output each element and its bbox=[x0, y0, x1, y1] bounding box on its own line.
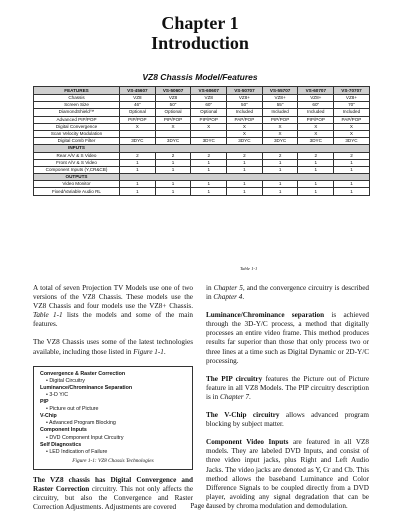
page-number: Page 1 bbox=[190, 502, 210, 510]
table-cell: 2 bbox=[334, 152, 370, 159]
table-cell: 1 bbox=[120, 181, 156, 188]
table-cell: Optional bbox=[155, 109, 191, 116]
table-cell: 2 bbox=[262, 152, 298, 159]
table-cell: PAP/POP bbox=[227, 116, 263, 123]
table-cell: PIP/POP bbox=[120, 116, 156, 123]
table-title: VZ8 Chassis Model/Features bbox=[142, 72, 258, 82]
table-cell: 3DYC bbox=[334, 138, 370, 145]
column-header: VS-45607 bbox=[120, 87, 156, 95]
table-cell bbox=[191, 130, 227, 137]
row-label: Digital Comb Filter bbox=[34, 138, 120, 145]
technologies-paragraph: The VZ8 Chassis uses some of the latest technologies available, including those listed in Figure 1-1. bbox=[33, 338, 193, 356]
table-cell: 2 bbox=[120, 152, 156, 159]
table-cell: Included bbox=[298, 109, 334, 116]
figure-heading: Convergence & Raster Correction bbox=[40, 370, 126, 377]
table-cell: 70" bbox=[334, 102, 370, 109]
table-cell: 2 bbox=[155, 152, 191, 159]
table-cell: 1 bbox=[334, 166, 370, 173]
figure-heading: Luminance/Chrominance Separation bbox=[40, 384, 133, 391]
table-cell: 1 bbox=[191, 181, 227, 188]
chapter-ref-paragraph: in Chapter 5, and the convergence circuitry is described in Chapter 4. bbox=[206, 284, 370, 302]
table-cell bbox=[120, 130, 156, 137]
column-header: VS-60607 bbox=[191, 87, 227, 95]
row-label: Digital Convergence bbox=[34, 123, 120, 130]
row-label: Component Inputs (Y,CR&CB) bbox=[34, 166, 120, 173]
row-label: Advanced PIP/POP bbox=[34, 116, 120, 123]
table-row bbox=[34, 130, 370, 137]
table-cell: Optional bbox=[191, 109, 227, 116]
table-cell: 1 bbox=[334, 181, 370, 188]
chapter-number: Chapter 1 bbox=[161, 13, 239, 33]
table-cell: VZ8 bbox=[120, 95, 156, 102]
table-row bbox=[34, 138, 370, 145]
figure-caption: Figure 1-1: VZ8 Chassis Technologies bbox=[72, 457, 154, 464]
section-label: INPUTS bbox=[34, 145, 120, 152]
table-row bbox=[34, 109, 370, 116]
row-label: DiamondShield™ bbox=[34, 109, 120, 116]
table-cell: X bbox=[262, 130, 298, 137]
technologies-figure bbox=[33, 366, 193, 470]
table-cell: 1 bbox=[298, 188, 334, 195]
figure-item: • DVD Component Input Circuitry bbox=[46, 434, 124, 441]
figure-heading: PIP bbox=[40, 399, 49, 406]
table-cell: PIP/POP bbox=[262, 116, 298, 123]
features-table bbox=[33, 86, 370, 196]
table-cell: 2 bbox=[191, 152, 227, 159]
column-header: VS-55707 bbox=[262, 87, 298, 95]
table-cell: 1 bbox=[227, 188, 263, 195]
table-row bbox=[34, 116, 370, 123]
table-cell: 1 bbox=[262, 181, 298, 188]
table-row bbox=[34, 102, 370, 109]
table-cell: 1 bbox=[298, 166, 334, 173]
table-header-row bbox=[34, 87, 370, 95]
row-label: Fixed/Variable Audio RL bbox=[34, 188, 120, 195]
table-cell: 1 bbox=[191, 166, 227, 173]
figure-heading: Component Inputs bbox=[40, 427, 87, 434]
table-cell: VZ8+ bbox=[298, 95, 334, 102]
table-cell: 1 bbox=[298, 159, 334, 166]
table-cell: PIP/POP bbox=[155, 116, 191, 123]
table-cell: 3DYC bbox=[120, 138, 156, 145]
section-fill bbox=[120, 145, 370, 152]
table-row bbox=[34, 181, 370, 188]
table-cell: Included bbox=[227, 109, 263, 116]
row-label: Front A/V & S Video bbox=[34, 159, 120, 166]
luminance-paragraph: Luminance/Chrominance separation is achieved through the 3D-Y/C process, a method that digitally processes an entire video frame. This method produces results far superior than those that only process two or three lines at a time such as Digital Dynamic or 2D-Y/C processing. bbox=[206, 311, 369, 365]
table-cell: 1 bbox=[191, 188, 227, 195]
table-row bbox=[34, 159, 370, 166]
table-cell: 1 bbox=[120, 188, 156, 195]
row-label: Rear A/V & S Video bbox=[34, 152, 120, 159]
section-row bbox=[34, 174, 370, 181]
table-cell: 1 bbox=[262, 188, 298, 195]
table-cell: 1 bbox=[155, 166, 191, 173]
intro-paragraph: A total of seven Projection TV Models use one of two versions of the VZ8 Chassis. These models use the VZ8 Chassis and four models use the VZ8+ Chassis. Table 1-1 lists the models and some of the main features. bbox=[33, 284, 194, 329]
table-cell: 3DYC bbox=[155, 138, 191, 145]
table-row bbox=[34, 166, 370, 173]
row-label: Scan Velocity Modulation bbox=[34, 130, 120, 137]
table-cell: PIP/POP bbox=[298, 116, 334, 123]
vchip-paragraph: The V-Chip circuitry allows advanced program blocking by subject matter. bbox=[206, 411, 369, 429]
table-cell: Included bbox=[334, 109, 370, 116]
table-row bbox=[34, 123, 370, 130]
figure-item: • Picture out of Picture bbox=[46, 406, 99, 413]
chapter-title: Introduction bbox=[151, 33, 249, 53]
table-cell: 1 bbox=[334, 188, 370, 195]
table-cell: 1 bbox=[155, 188, 191, 195]
figure-item: • LED Indication of Failure bbox=[46, 448, 108, 455]
table-cell: X bbox=[298, 123, 334, 130]
table-cell: PIP/POP bbox=[191, 116, 227, 123]
column-header: VS-60707 bbox=[298, 87, 334, 95]
table-cell: VZ8+ bbox=[334, 95, 370, 102]
table-cell: 50" bbox=[155, 102, 191, 109]
table-cell: Optional bbox=[120, 109, 156, 116]
table-cell: 1 bbox=[155, 159, 191, 166]
table-cell: 3DYC bbox=[298, 138, 334, 145]
table-caption: Table 1-1 bbox=[240, 266, 258, 271]
table-cell: X bbox=[155, 123, 191, 130]
table-cell: 3DYC bbox=[227, 138, 263, 145]
row-label: Chassis bbox=[34, 95, 120, 102]
component-paragraph: Component Video Inputs are featured in all VZ8 models. They are labeled DVD Inputs, and consist of three video input jacks, plus Right and Left Audio Jacks. The video jacks are denoted as Y, Cr and Cb. This method allows the baseband Luminance and Color Difference Signals to be coupled directly from a DVD player, avoiding any signal degradation that can be caused by chroma modulation and demodulation. bbox=[206, 438, 369, 510]
table-cell: X bbox=[298, 130, 334, 137]
table-cell: 55" bbox=[262, 102, 298, 109]
table-cell: Included bbox=[262, 109, 298, 116]
column-header: VS-50707 bbox=[227, 87, 263, 95]
table-cell: X bbox=[227, 130, 263, 137]
table-row bbox=[34, 188, 370, 195]
table-cell: X bbox=[334, 123, 370, 130]
table-row bbox=[34, 95, 370, 102]
table-cell: 1 bbox=[155, 181, 191, 188]
figure-heading: V-Chip bbox=[40, 413, 57, 420]
row-label: Screen Size bbox=[34, 102, 120, 109]
table-cell: 46" bbox=[120, 102, 156, 109]
table-cell: 1 bbox=[298, 181, 334, 188]
section-fill bbox=[120, 174, 370, 181]
table-cell: 1 bbox=[227, 159, 263, 166]
table-cell: X bbox=[334, 130, 370, 137]
figure-item: • 3-D Y/C bbox=[46, 391, 69, 398]
table-cell: VZ8 bbox=[191, 95, 227, 102]
table-cell: 2 bbox=[298, 152, 334, 159]
left-column bbox=[33, 284, 193, 521]
table-cell: 1 bbox=[191, 159, 227, 166]
table-cell: VZ8 bbox=[155, 95, 191, 102]
table-cell: 1 bbox=[262, 159, 298, 166]
section-label: OUTPUTS bbox=[34, 174, 120, 181]
figure-item: • Digital Circuitry bbox=[46, 377, 85, 384]
figure-item: • Advanced Program Blocking bbox=[46, 420, 116, 427]
section-row bbox=[34, 145, 370, 152]
table-cell: PAP/POP bbox=[334, 116, 370, 123]
column-header: VS-70707 bbox=[334, 87, 370, 95]
row-label: Video Monitor bbox=[34, 181, 120, 188]
table-cell: 3DYC bbox=[262, 138, 298, 145]
figure-heading: Self Diagnostics bbox=[40, 441, 82, 448]
table-cell: VZ8+ bbox=[227, 95, 263, 102]
table-cell: 50" bbox=[227, 102, 263, 109]
column-header: FEATURES bbox=[34, 87, 120, 95]
table-cell: VZ8+ bbox=[262, 95, 298, 102]
table-row bbox=[34, 152, 370, 159]
table-cell: 60" bbox=[191, 102, 227, 109]
table-cell: 60" bbox=[298, 102, 334, 109]
pip-paragraph: The PIP circuitry features the Picture out of Picture feature in all VZ8 Models. The PIP circuitry description is in Chapter 7. bbox=[206, 374, 370, 401]
convergence-paragraph: The VZ8 chassis has Digital Convergence and Raster Correction circuitry. This not only affects the circuitry, but also the Convergence and Raster Correction Adjustments. Adjustments are covered bbox=[33, 475, 194, 512]
table-cell bbox=[155, 130, 191, 137]
table-cell: 1 bbox=[120, 159, 156, 166]
table-cell: 1 bbox=[227, 166, 263, 173]
table-cell: 3DYC bbox=[191, 138, 227, 145]
right-column bbox=[206, 284, 369, 520]
table-cell: X bbox=[120, 123, 156, 130]
table-cell: 1 bbox=[120, 166, 156, 173]
table-cell: 1 bbox=[227, 181, 263, 188]
table-cell: 1 bbox=[334, 159, 370, 166]
table-cell: 1 bbox=[262, 166, 298, 173]
column-header: VS-50607 bbox=[155, 87, 191, 95]
table-cell: 2 bbox=[227, 152, 263, 159]
table-cell: X bbox=[191, 123, 227, 130]
table-cell: X bbox=[262, 123, 298, 130]
table-cell: X bbox=[227, 123, 263, 130]
